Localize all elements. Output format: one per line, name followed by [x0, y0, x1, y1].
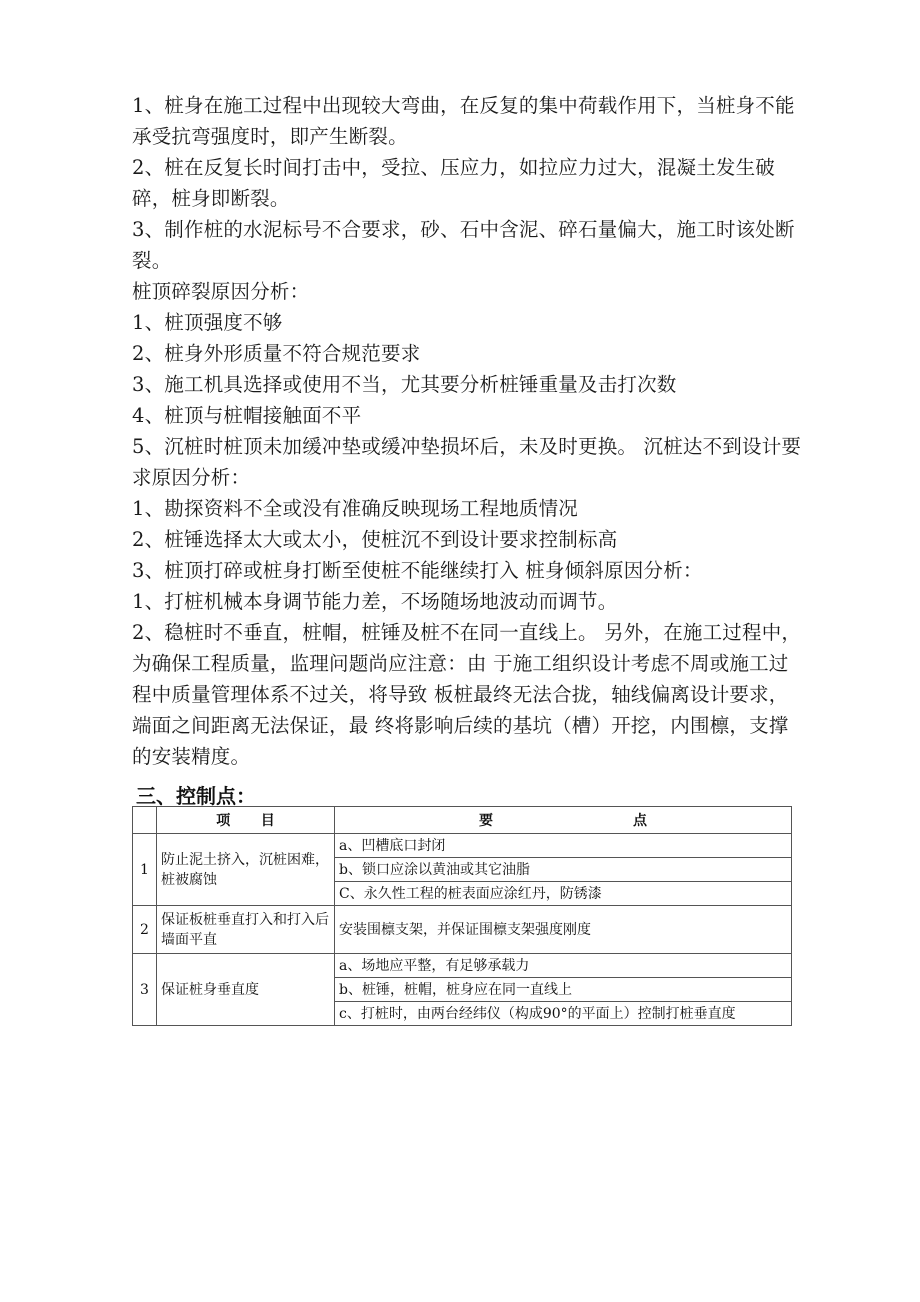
paragraph: 3、制作桩的水泥标号不合要求，砂、石中含泥、碎石量偏大，施工时该处断裂。: [132, 218, 795, 272]
row-item-text: 保证板桩垂直打入和打入后墙面平直: [161, 911, 329, 948]
header-item-b: 目: [260, 813, 275, 829]
row-number: 1: [133, 834, 157, 906]
header-point: [335, 807, 792, 834]
paragraph: 2、桩身外形质量不符合规范要求: [132, 342, 421, 365]
row-item-text: 防止泥土挤入，沉桩困难，桩被腐蚀: [161, 851, 329, 888]
row-item: [157, 906, 335, 954]
header-point-a: 要: [479, 813, 493, 829]
paragraph: 3、施工机具选择或使用不当，尤其要分析桩锤重量及击打次数: [132, 373, 677, 396]
row-point: b、锁口应涂以黄油或其它油脂: [335, 858, 792, 882]
row-point: c、打桩时，由两台经纬仪（构成90°的平面上）控制打桩垂直度: [335, 1002, 792, 1026]
row-number: 2: [133, 906, 157, 954]
paragraph: 2、桩锤选择太大或太小，使桩沉不到设计要求控制标高: [132, 528, 618, 551]
paragraph: 2、桩在反复长时间打击中，受拉、压应力，如拉应力过大，混凝土发生破碎，桩身即断裂。: [132, 156, 776, 210]
row-point: 安装围檩支架，并保证围檩支架强度刚度: [335, 906, 792, 954]
paragraph: 4、桩顶与桩帽接触面不平: [132, 404, 362, 427]
row-point: a、凹槽底口封闭: [335, 834, 792, 858]
row-number: 3: [133, 954, 157, 1026]
header-num: [133, 807, 157, 834]
paragraph: 1、桩身在施工过程中出现较大弯曲，在反复的集中荷载作用下，当桩身不能承受抗弯强度时，即产生断裂。: [132, 94, 795, 148]
header-point-b: 点: [633, 813, 647, 829]
table-header-row: [133, 807, 792, 834]
paragraph: 5、沉桩时桩顶未加缓冲垫或缓冲垫损坏后，未及时更换。 沉桩达不到设计要求原因分析：: [132, 435, 802, 489]
control-points-table: [132, 806, 792, 1026]
paragraph: 2、稳桩时不垂直，桩帽，桩锤及桩不在同一直线上。 另外，在施工过程中，为确保工程质量，监理问题尚应注意：由 于施工组织设计考虑不周或施工过程中质量管理体系不过关，将导致 板桩最终无法合拢，轴线偏离设计要求，端面之间距离无法保证，最 终将影响后续的基坑（槽）开挖，内围檩，支撑的安装精度。: [132, 621, 802, 768]
paragraph: 1、打桩机械本身调节能力差，不场随场地波动而调节。: [132, 590, 618, 613]
section-title: 三、控制点：: [136, 784, 256, 808]
body-text: [132, 90, 802, 772]
header-item-a: 项: [216, 813, 231, 829]
table-row: [133, 906, 792, 954]
paragraph: 1、桩顶强度不够: [132, 311, 283, 334]
row-item: [157, 954, 335, 1026]
header-item: [157, 807, 335, 834]
row-point: C、永久性工程的桩表面应涂红丹，防锈漆: [335, 882, 792, 906]
row-item-text: 保证桩身垂直度: [161, 981, 259, 998]
table-row: [133, 954, 792, 978]
table-row: [133, 834, 792, 858]
paragraph: 桩顶碎裂原因分析：: [132, 280, 310, 303]
row-point: a、场地应平整，有足够承载力: [335, 954, 792, 978]
row-point: b、桩锤，桩帽，桩身应在同一直线上: [335, 978, 792, 1002]
paragraph: 3、桩顶打碎或桩身打断至使桩不能继续打入 桩身倾斜原因分析：: [132, 559, 703, 582]
paragraph: 1、勘探资料不全或没有准确反映现场工程地质情况: [132, 497, 579, 520]
row-item: [157, 834, 335, 906]
